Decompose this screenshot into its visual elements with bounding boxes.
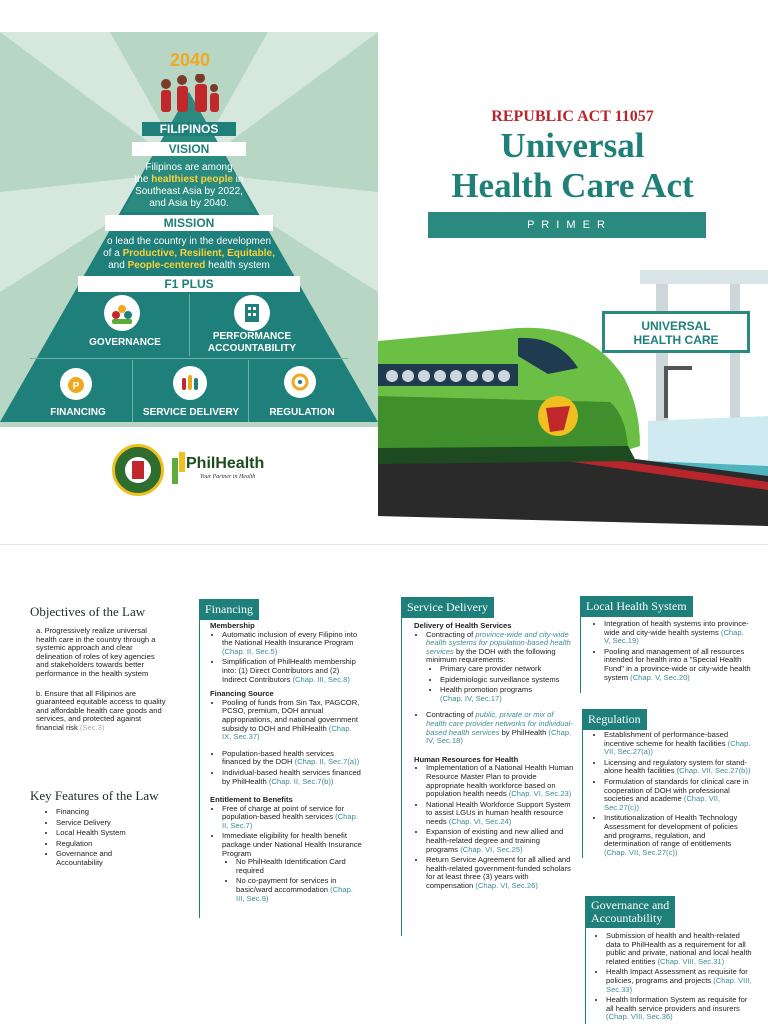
- list-item: • Contracting of public, private or mix of health care provider networks for individual-based health services by PhilHealth (Chap. IV, Sec.18): [426, 711, 574, 745]
- mission-label: MISSION: [105, 215, 273, 231]
- financing-section: Membership • Automatic inclusion of every Filipino into the National Health Insurance Program (Chap. II, Sec.5) • Simplification of PhilHealth membership into: (1) Direct Contributors and (2) Indirect Contributors (Chap. III, Sec.8) Financing Source • Pooling of funds from Sin Tax, PAGCOR, PCSO, premium, DOH annual appropriations, and national government subsidy to DOH and PhilHealth (Chap. IX, Sec.37) • Population-based health services financed by the DOH (Chap. II, Sec.7(a)) • Individual-based health services financed by PhilHealth (Chap. II, Sec.7(b)) Entitlement to Benefits • Free of charge at point of service for population-based health services (Chap. II, Sec.7) • Immediate eligibility for health benefit package under National Health Insurance Program • No PhilHealth Identification Card required • No co-payment for services in basic/ward accommodation (Chap. III, Sec.9): [210, 622, 362, 905]
- title-line-1: Universal: [500, 126, 645, 165]
- list-item: • Local Health System: [56, 829, 154, 838]
- year-label: 2040: [169, 50, 211, 70]
- objective-a: a. Progressively realize universal health care in the country through a systemic approach and clear delineation of roles of key agencies and stakeholders towards better performance in the health system: [36, 626, 156, 678]
- objective-b: b. Ensure that all Filipinos are guaranteed equitable access to quality and affordable health care goods and services, and protected against financial risk (Sec.3): [36, 688, 166, 732]
- list-item: • Submission of health and health-related data to PhilHealth as a requirement for all public and private, national and local health related entities (Chap. VIII, Sec.31): [606, 932, 754, 966]
- svg-text:P: P: [72, 381, 80, 392]
- divider: [30, 358, 348, 359]
- list-item: • Primary care provider network: [440, 665, 574, 674]
- section-line: [199, 618, 200, 918]
- list-item: • Formulation of standards for clinical care in cooperation of DOH with professional societies and academe (Chap. VII, Sec.27(c)): [604, 778, 752, 812]
- page-divider: [0, 544, 768, 545]
- universal-health-care-sign: UNIVERSAL HEALTH CARE: [602, 311, 750, 353]
- list-item: • Epidemiologic surveillance systems: [440, 676, 574, 685]
- list-item: • Return Service Agreement for all allied and health-related government-funded scholars for at least three (3) years with compensation (Chap. VI, Sec.26): [426, 856, 574, 890]
- list-item: • Establishment of performance-based incentive scheme for health facilities (Chap. VII, Sec.27(a)): [604, 731, 752, 757]
- key-features-title: Key Features of the Law: [30, 788, 159, 803]
- divider: [248, 360, 249, 422]
- list-item: • Pooling of funds from Sin Tax, PAGCOR, PCSO, premium, DOH annual appropriations, and national government subsidy to DOH and PhilHealth (Chap. IX, Sec.37): [222, 699, 362, 742]
- list-item: • Individual-based health services financed by PhilHealth (Chap. II, Sec.7(b)): [222, 769, 362, 786]
- family-illustration: [152, 74, 226, 122]
- regulation-header: Regulation: [582, 709, 647, 730]
- republic-act-label: REPUBLIC ACT 11057: [491, 108, 654, 125]
- governance-icon: [104, 295, 140, 331]
- financing-icon: [60, 368, 92, 400]
- list-item: • National Health Workforce Support System to assist LGUs in human health resource needs (Chap. VI, Sec.24): [426, 801, 574, 827]
- regulation-label: REGULATION: [269, 407, 335, 418]
- section-line: [580, 615, 581, 693]
- section-line: [585, 928, 586, 1024]
- doh-seal-logo: [112, 444, 164, 496]
- divider: [132, 360, 133, 422]
- key-features-list: [44, 808, 154, 870]
- divider: [189, 294, 190, 356]
- regulation-icon: [284, 366, 316, 398]
- list-item: • Implementation of a National Health Human Resource Master Plan to provide appropriate health workforce based on population health needs (Chap. VI, Sec.23): [426, 764, 574, 798]
- section-line: [401, 616, 402, 936]
- section-line: [582, 728, 583, 858]
- performance-icon: [234, 295, 270, 331]
- objectives-list: [36, 627, 166, 733]
- philhealth-tagline: Your Partner in Health: [200, 474, 256, 480]
- list-item: • Immediate eligibility for health benefit package under National Health Insurance Program • No PhilHealth Identification Card required • No co-payment for services in basic/ward accommodation (Chap. III, Sec.9): [222, 832, 362, 903]
- vision-label: VISION: [132, 142, 246, 156]
- filipinos-label: FILIPINOS: [142, 122, 236, 136]
- governance-header: Governance and Accountability: [585, 896, 675, 928]
- objectives-title: Objectives of the Law: [30, 604, 146, 619]
- list-item: • Licensing and regulatory system for stand-alone health facilities (Chap. VII, Sec.27(b)): [604, 759, 752, 776]
- list-item: • Integration of health systems into province- wide and city-wide health systems (Chap. V, Sec.19): [604, 620, 752, 646]
- local-health-system-section: [592, 620, 752, 684]
- list-item: • Governance and Accountability: [56, 850, 154, 867]
- list-item: • Simplification of PhilHealth membership into: (1) Direct Contributors and (2) Indirect Contributors (Chap. III, Sec.8): [222, 658, 362, 684]
- list-item: • No PhilHealth Identification Card required: [236, 858, 362, 875]
- train-illustration: [378, 256, 768, 526]
- list-item: • Health promotion programs (Chap. IV, Sec.17): [440, 686, 574, 703]
- list-item: • Contracting of province-wide and city-wide health systems for population-based health services by the DOH with the following minimum requirements: • Primary care provider network • Epidemiologic surveillance systems • Health promotion programs (Chap. IV, Sec.17): [426, 631, 574, 704]
- list-item: • Pooling and management of all resources intended for health into a "Special Health Fund" in a province-wide or city-wide health system (Chap. V, Sec.20): [604, 648, 752, 682]
- governance-label: GOVERNANCE: [89, 337, 161, 348]
- financing-header: Financing: [199, 599, 259, 620]
- governance-section: [594, 932, 754, 1024]
- regulation-section: [592, 731, 752, 859]
- philhealth-logo-text: PhilHealth: [186, 455, 265, 472]
- local-health-system-header: Local Health System: [580, 596, 693, 617]
- list-item: • No co-payment for services in basic/ward accommodation (Chap. III, Sec.9): [236, 877, 362, 903]
- list-item: • Health Impact Assessment as requisite for policies, programs and projects (Chap. VIII, Sec.33): [606, 968, 754, 994]
- title-line-2: Health Care Act: [451, 166, 694, 205]
- f1-plus-label: F1 PLUS: [78, 276, 300, 292]
- list-item: • Service Delivery: [56, 819, 154, 828]
- list-item: • Expansion of existing and new allied and health-related degree and training programs (Chap. VI, Sec.25): [426, 828, 574, 854]
- list-item: • Health Information System as requisite for all health service providers and insurers (Chap. VIII, Sec.36): [606, 996, 754, 1022]
- service-delivery-section: Delivery of Health Services • Contracting of province-wide and city-wide health systems for population-based health services by the DOH with the following minimum requirements: • Primary care provider network • Epidemiologic surveillance systems • Health promotion programs (Chap. IV, Sec.17) • Contracting of public, private or mix of health care provider networks for individual-based health services by PhilHealth (Chap. IV, Sec.18) Human Resources for Health • Implementation of a National Health Human Resource Master Plan to provide appropriate health workforce based on population health needs (Chap. VI, Sec.23) • National Health Workforce Support System to assist LGUs in human health resource needs (Chap. VI, Sec.24) • Expansion of existing and new allied and health-related degree and training programs (Chap. VI, Sec.25) • Return Service Agreement for all allied and health-related government-funded scholars for at least three (3) years with compensation (Chap. VI, Sec.26): [414, 622, 574, 893]
- list-item: • Free of charge at point of service for population-based health services (Chap. II, Sec.7): [222, 805, 362, 831]
- service-delivery-header: Service Delivery: [401, 597, 494, 618]
- performance-accountability-label: PERFORMANCE ACCOUNTABILITY: [207, 331, 297, 354]
- list-item: • Regulation: [56, 840, 154, 849]
- list-item: • Automatic inclusion of every Filipino into the National Health Insurance Program (Chap. II, Sec.5): [222, 631, 362, 657]
- primer-banner: P R I M E R: [428, 212, 706, 238]
- vision-statement: Filipinos are among the healthiest people in Southeast Asia by 2022, and Asia by 2040.: [134, 162, 244, 209]
- vision-mission-panel: [0, 32, 378, 427]
- list-item: • Financing: [56, 808, 154, 817]
- philhealth-logo-mark: [172, 452, 182, 484]
- service-delivery-icon: [173, 366, 207, 400]
- service-delivery-label: SERVICE DELIVERY: [142, 407, 240, 418]
- list-item: • Population-based health services financed by the DOH (Chap. II, Sec.7(a)): [222, 750, 362, 767]
- mission-statement: o lead the country in the developmen of a Productive, Resilient, Equitable, and People-centered health system: [103, 236, 275, 271]
- list-item: • Institutionalization of Health Technology Assessment for development of policies and programs, regulation, and determination of range of entitlements (Chap. VII, Sec.27(c)): [604, 814, 752, 857]
- financing-label: FINANCING: [50, 407, 106, 418]
